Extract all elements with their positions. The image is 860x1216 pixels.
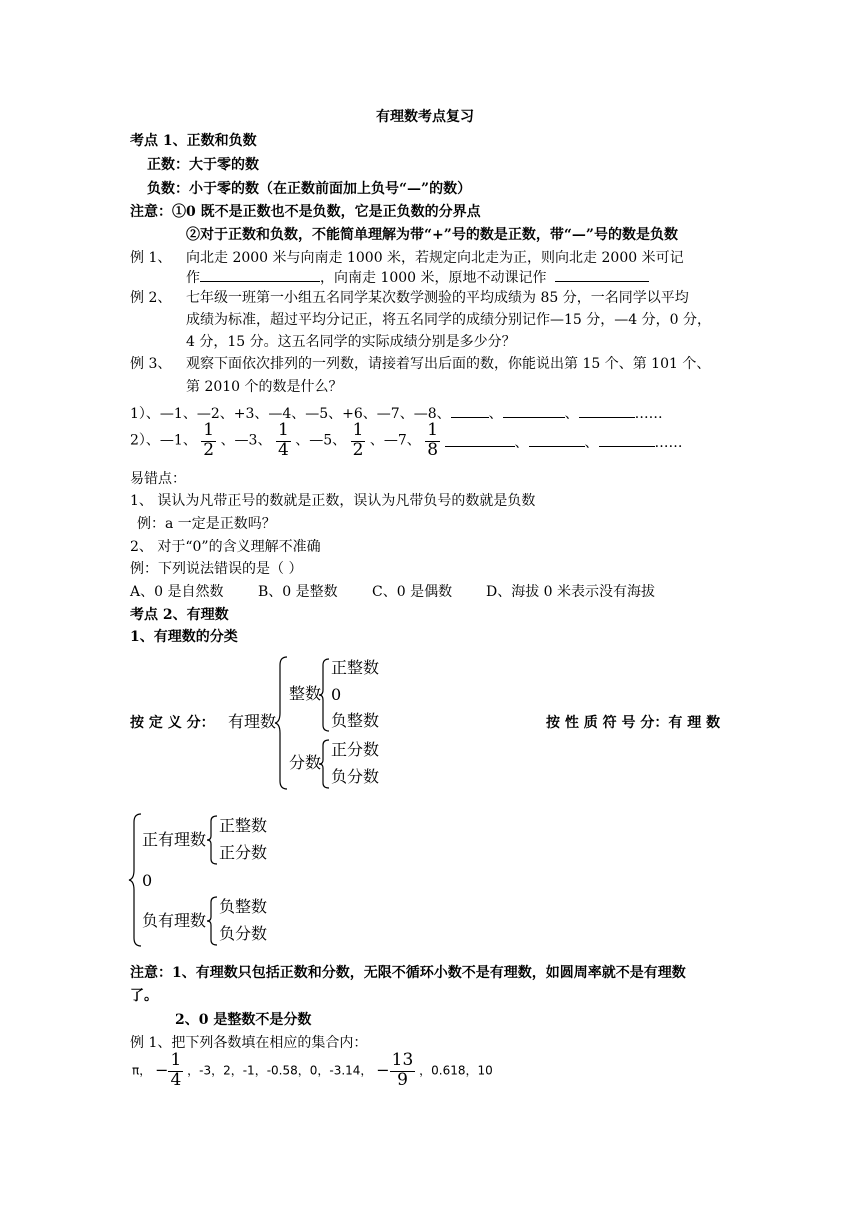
separator: 、 [488,406,503,422]
mistake-2: 2、 对于“0”的含义理解不准确 [130,539,321,555]
option-a: A、0 是自然数 [130,584,224,600]
brace-negative-rational [206,895,220,947]
note-2: ②对于正数和负数，不能简单理解为带“+”号的数是正数，带“—”号的数是负数 [186,227,678,243]
ellipsis: …… [634,406,663,422]
fraction [351,422,366,459]
mistake-1: 1、 误认为凡带正号的数就是正数，误认为凡带负号的数就是负数 [130,493,536,509]
positive-integer: 正整数 [219,816,268,835]
sequence-1 [130,403,663,421]
denominator: 2 [352,440,364,460]
denominator: 9 [390,1071,416,1089]
separator: 、 [564,406,579,422]
example2-line3: 4 分，15 分。这五名同学的实际成绩分别是多少分？ [186,334,516,350]
numerator: 1 [203,420,215,440]
fraction [276,422,291,459]
mistakes-heading: 易错点： [130,471,186,487]
example1-text-a: 作 [186,270,200,286]
negative-integer: 负整数 [219,897,268,916]
by-sign-label: 按 性 质 符 号 分：有 理 数 [546,715,721,731]
zero: 0 [331,685,342,704]
positive-definition: 正数：大于零的数 [147,157,259,173]
note-1: 注意：①0 既不是正数也不是负数，它是正负数的分界点 [130,204,481,220]
number-list-text: π， [132,1063,152,1078]
integer-label: 整数 [289,684,322,703]
positive-fraction: 正分数 [219,843,268,862]
example1-text-b: ，向南走 1000 米，原地不动课记作 [320,270,547,286]
positive-integer: 正整数 [331,658,380,677]
numerator: 1 [427,420,439,440]
by-definition-label: 按 定 义 分： [130,715,215,731]
mistake-2-example: 例：下列说法错误的是（ ） [130,561,303,577]
example2-line1: 七年级一班第一小组五名同学某次数学测验的平均成绩为 85 分，一名同学以平均 [186,290,689,306]
negative-fraction: 负分数 [331,767,380,786]
sequence-2 [130,422,683,459]
numerator: 1 [277,420,289,440]
kp2-heading: 考点 2、有理数 [130,607,229,623]
example3-line2: 第 2010 个的数是什么？ [186,379,343,395]
brace-positive-rational [206,814,220,866]
example3-label: 例 3、 [130,356,172,372]
ellipsis: …… [654,434,683,451]
number-list-text: ，0.618，10 [419,1063,493,1078]
negative-fraction: 负分数 [219,924,268,943]
denominator: 4 [170,1070,182,1090]
mistake-1-example: 例：a 一定是正数吗？ [137,516,276,532]
brace-fraction [318,738,332,790]
negative-definition: 负数：小于零的数（在正数前面加上负号“—”的数） [147,181,472,197]
note-rational-a: 注意：1、有理数只包括正数和分数，无限不循环小数不是有理数，如圆周率就不是有理数 [130,965,686,981]
fraction [425,422,440,459]
denominator: 4 [277,440,289,460]
example2-line2: 成绩为标准，超过平均分记正，将五名同学的成绩分别记作—15 分，—4 分，0 分， [186,312,711,328]
answer-blank[interactable] [503,403,565,418]
sequence-2-text: 、—7、 [369,432,421,449]
answer-blank[interactable] [451,403,489,418]
note-rational-c: 2、0 是整数不是分数 [175,1012,312,1028]
fraction [201,422,216,459]
answer-blank[interactable] [599,432,655,447]
zero: 0 [142,871,153,890]
sequence-2-text: 、—3、 [220,432,272,449]
note-rational-b: 了。 [130,988,158,1004]
answer-blank[interactable] [579,403,635,418]
example2-label: 例 2、 [130,290,172,306]
number-list-text: ，-3，2，-1，-0.58，0，-3.14， [187,1063,373,1078]
answer-blank[interactable] [555,267,649,282]
option-d: D、海拔 0 米表示没有海拔 [486,584,656,600]
example1-label: 例 1、 [130,250,172,266]
denominator: 2 [203,440,215,460]
minus-sign: − [376,1060,390,1080]
fraction [168,1052,183,1089]
fraction [390,1052,416,1089]
answer-blank[interactable] [200,267,320,282]
numerator: 13 [391,1050,414,1070]
option-c: C、0 是偶数 [372,584,453,600]
page-title: 有理数考点复习 [376,109,474,125]
separator: 、 [584,434,599,451]
brace-integer [318,657,332,733]
example1-line2 [186,267,649,285]
negative-rational-label: 负有理数 [142,911,207,930]
negative-integer: 负整数 [331,711,380,730]
separator: 、 [514,434,529,451]
minus-sign: − [155,1060,169,1080]
example-sets-heading: 例 1、把下列各数填在相应的集合内： [130,1035,368,1051]
denominator: 8 [427,440,439,460]
answer-blank[interactable] [529,432,585,447]
sequence-1-text: 1）、—1、—2、+3、—4、—5、+6、—7、—8、 [130,406,451,422]
numerator: 1 [170,1050,182,1070]
answer-blank[interactable] [445,432,515,447]
fraction-label: 分数 [289,753,322,772]
brace-rational [274,655,290,791]
example3-line1: 观察下面依次排列的一列数，请接着写出后面的数，你能说出第 15 个、第 101 个、 [186,356,711,372]
option-b: B、0 是整数 [258,584,338,600]
sequence-2-text: 2）、—1、 [130,432,197,449]
positive-rational-label: 正有理数 [142,830,207,849]
number-list [132,1052,493,1089]
rational-number-label: 有理数 [228,712,277,731]
sequence-2-text: 、—5、 [295,432,347,449]
classification-heading: 1、有理数的分类 [130,629,238,645]
example1-line1: 向北走 2000 米与向南走 1000 米，若规定向北走为正，则向北走 2000 米可记 [186,250,684,266]
kp1-heading: 考点 1、正数和负数 [130,133,257,149]
positive-fraction: 正分数 [331,740,380,759]
numerator: 1 [352,420,364,440]
